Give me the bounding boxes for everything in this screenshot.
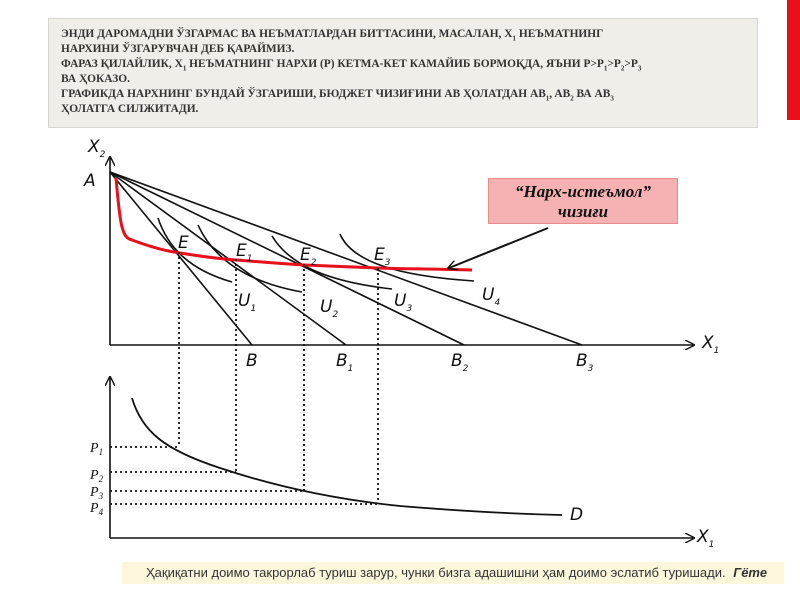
intercept-label-b3: $B_3$ [576,351,594,374]
price-label-p1: $P_1$ [90,441,104,457]
price-label-p3: $P_3$ [90,485,104,501]
price-label-p2: $P_2$ [90,468,104,484]
price-consumption-curve [116,178,472,270]
curve-label-u3: $U_3$ [394,291,413,314]
equilibrium-label-e1: $E_1$ [236,241,253,264]
top-x-axis-label: $X_1$ [702,333,720,356]
intro-line-1: ЭНДИ ДАРОМАДНИ ЎЗГАРМАС ВА НЕЪМАТЛАРДАН БИТТАСИНИ, МАСАЛАН, $X_1$ НЕЪМАТНИНГ [61,28,604,43]
top-y-axis-label: $X_2$ [88,137,106,160]
point-a-label: A [84,171,96,191]
quote-box [122,562,784,584]
intercept-label-b2: $B_2$ [451,351,469,374]
intro-line-3: ФАРАЗ ҚИЛАЙЛИК, $X_1$ НЕЪМАТНИНГ НАРХИ (Р) КЕТМА-КЕТ КАМАЙИБ БОРМОҚДА, ЯЪНИ $Р>Р_1>Р_2>Р_3$ [61,58,642,73]
intercept-label-b: B [246,351,258,371]
demand-label: D [570,505,584,525]
equilibrium-label-e2: $E_2$ [300,245,317,268]
quote-text: Ҳақиқатни доимо такрорлаб туриш зарур, чунки бизга адашишни ҳам доимо эслатиб туришади. [146,565,726,580]
demand-curve [132,398,562,515]
equilibrium-label-e3: $E_3$ [374,245,391,268]
curve-label-u1: $U_1$ [238,291,257,314]
price-label-p4: $P_4$ [90,501,104,517]
intro-line-4: ВА ҲОКАЗО. [61,73,130,85]
intro-line-2: НАРХИНИ ЎЗГАРУВЧАН ДЕБ ҚАРАЙМИЗ. [61,43,295,55]
bottom-x-axis-label: $X_1$ [697,527,715,550]
equilibrium-label-e: E [178,233,189,253]
budget-line-ab2 [110,172,464,345]
bottom-chart [89,378,714,550]
indifference-curve-u4 [340,234,474,281]
curve-label-u2: $U_2$ [320,297,339,320]
callout-arrow [449,228,548,268]
curve-label-u4: $U_4$ [482,285,501,308]
intercept-label-b1: $B_1$ [336,351,354,374]
dotted-connectors [179,252,378,504]
intro-line-5: ГРАФИКДА НАРХНИНГ БУНДАЙ ЎЗГАРИШИ, БЮДЖЕТ ЧИЗИҒИНИ AB ҲОЛАТДАН $AB_1$, $AB_2$ ВА $AB_3$ [61,88,614,103]
intro-line-6: ҲОЛАТГА СИЛЖИТАДИ. [61,103,199,115]
price-consumption-callout: “Нарх-истеъмол” чизиғи [488,178,678,224]
quote-author: Гёте [733,565,768,580]
